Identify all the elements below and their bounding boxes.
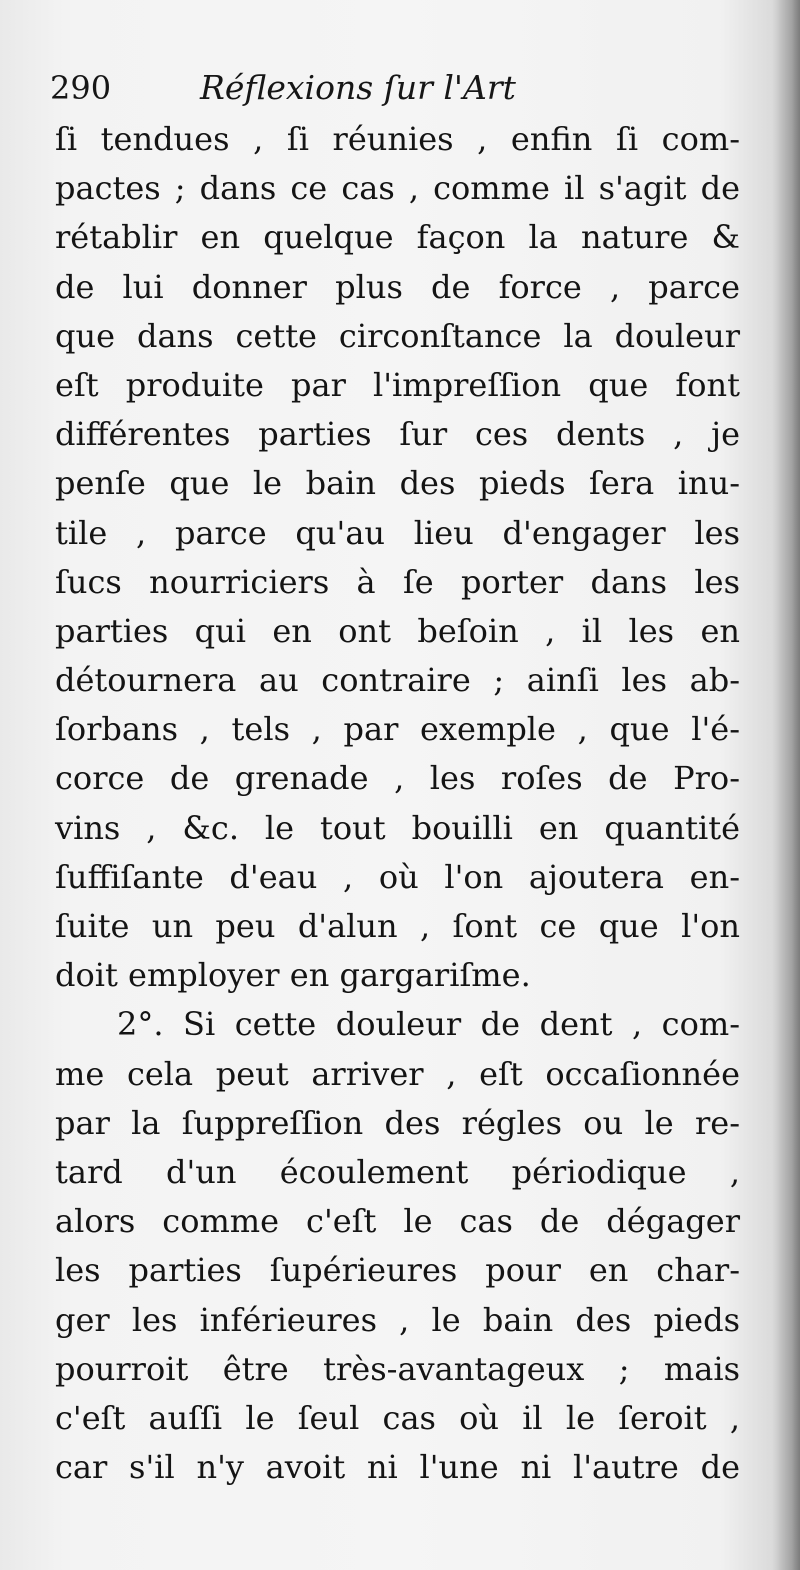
text-line: différentes parties ſur ces dents , je	[55, 415, 740, 454]
text-line: que dans cette circonſtance la douleur	[55, 316, 740, 355]
text-line: rétablir en quelque façon la nature &	[55, 218, 740, 257]
text-line: tard d'un écoulement périodique ,	[55, 1152, 740, 1191]
text-line: eſt produite par l'impreſſion que font	[55, 365, 740, 404]
text-line: parties qui en ont beſoin , il les en	[55, 611, 740, 650]
body-text	[55, 115, 740, 1492]
text-line: alors comme c'eſt le cas de dégager	[55, 1202, 740, 1241]
text-line: tile , parce qu'au lieu d'engager les	[55, 513, 740, 552]
text-line: par la ſuppreſſion des régles ou le re-	[55, 1103, 740, 1142]
paragraph-start-line: 2°. Si cette douleur de dent , com-	[117, 1005, 740, 1044]
text-line: ſuffiſante d'eau , où l'on ajoutera en-	[55, 857, 740, 896]
text-line: pourroit être très-avantageux ; mais	[55, 1349, 740, 1388]
text-line: de lui donner plus de force , parce	[55, 267, 740, 306]
paragraph-end-line: doit employer en gargariſme.	[55, 956, 531, 995]
text-line: c'eſt auſſi le ſeul cas où il le ſeroit ,	[55, 1398, 740, 1437]
text-line: ſucs nourriciers à ſe porter dans les	[55, 562, 740, 601]
text-line: penſe que le bain des pieds ſera inu-	[55, 464, 740, 503]
text-line: ſi tendues , ſi réunies , enfin ſi com-	[55, 120, 740, 158]
text-line: car s'il n'y avoit ni l'une ni l'autre de	[55, 1448, 740, 1487]
text-line: ger les inférieures , le bain des pieds	[55, 1300, 740, 1339]
text-line: corce de grenade , les roſes de Pro-	[55, 759, 740, 798]
running-title: Réflexions ſur l'Art	[200, 68, 516, 107]
text-line: les parties ſupérieures pour en char-	[55, 1251, 740, 1290]
text-line: détournera au contraire ; ainſi les ab-	[55, 661, 740, 700]
text-line: pactes ; dans ce cas , comme il s'agit de	[55, 169, 740, 208]
page-number: 290	[50, 69, 112, 107]
text-line: ſorbans , tels , par exemple , que l'é-	[55, 710, 740, 749]
text-line: vins , &c. le tout bouilli en quantité	[55, 808, 740, 847]
text-line: ſuite un peu d'alun , ſont ce que l'on	[55, 907, 740, 945]
text-line: me cela peut arriver , eſt occaſionnée	[55, 1054, 740, 1093]
page-header	[50, 68, 690, 122]
